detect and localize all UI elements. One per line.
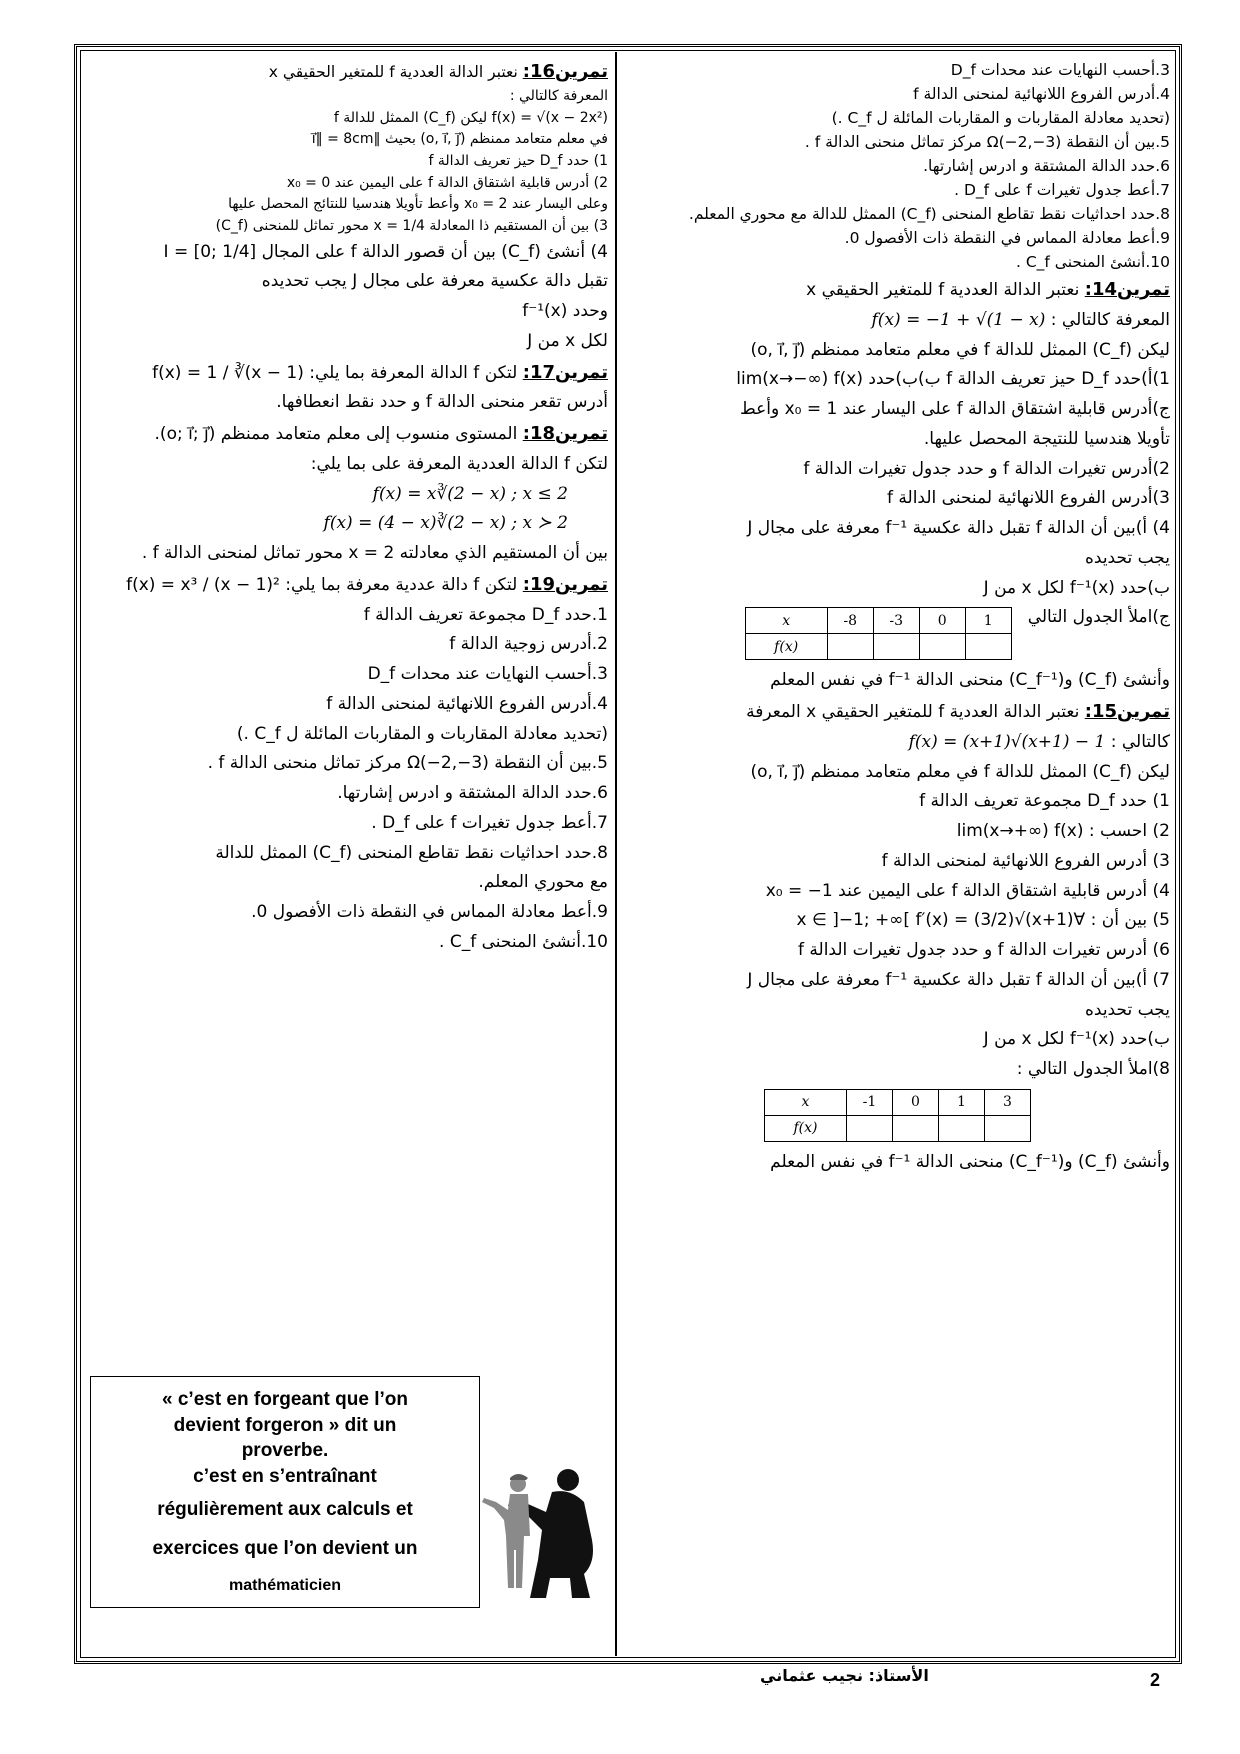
ex16-q4c: وحدد f⁻¹(x) [522,301,608,322]
ex14-q1c: ج)أدرس قابلية اشتقاق الدالة f على اليسار عند x₀ = 1 وأعط [739,399,1170,420]
ex16-q4: 4) أنشئ (C_f) بين أن قصور الدالة f على المجال I = [0; 1/4] [163,241,608,262]
ex14-def-line [625,306,1170,336]
ex19-q8b: مع محوري المعلم. [478,872,608,893]
table-cell [827,634,873,660]
ex14-q4: 4) أ)بين أن الدالة f تقبل دالة عكسية f⁻¹ معرفة على مجال J [747,518,1170,539]
quote-line: devient forgeron » dit un [173,1414,397,1436]
ex18-header [88,418,608,450]
ex16-def-label: المعرفة كالتالي : [509,87,608,104]
cont-q4: 4.أدرس الفروع اللانهائية لمنحنى الدالة f [913,85,1170,104]
quote-line: proverbe. [241,1440,329,1462]
ex19-q5: 5.بين أن النقطة Ω(−2,−3) مركز تماثل منحنى الدالة f . [207,753,608,774]
ex14-q1: 1)أ)حدد D_f حيز تعريف الدالة f ب)ب)حدد lim(x→−∞) f(x) [736,369,1170,390]
cont-q3: 3.أحسب النهايات عند محدات D_f [950,61,1170,79]
ex19-title: تمرين19: [522,573,608,595]
ex14-def-label: المعرفة كالتالي : [1050,309,1170,330]
cont-q10: 10.أنشئ المنحنى C_f . [1015,253,1170,272]
ex18-title: تمرين18: [522,423,608,445]
cont-q4b: (تحديد معادلة المقاربات و المقاربات المائلة ل C_f .) [831,109,1170,128]
table-cell: f(x) [765,1115,847,1141]
teacher-child-illustration [480,1450,610,1600]
table-cell [893,1115,939,1141]
table-cell: 1 [939,1089,985,1115]
ex14-values-table [745,607,1012,660]
ex16-q2: 2) أدرس قابلية اشتقاق الدالة f على اليمين عند x₀ = 0 [286,174,608,191]
ex19-q2: 2.أدرس زوجية الدالة f [449,634,608,655]
table-cell: -3 [873,608,919,634]
table-cell: f(x) [745,634,827,660]
ex19-header [88,569,608,601]
ex15-title: تمرين15: [1084,701,1170,723]
table-cell [919,634,965,660]
quote-line: c’est en s’entraînant [193,1465,377,1487]
ex17-header [88,357,608,389]
ex15-q6: 6) أدرس تغيرات الدالة f و حدد جدول تغيرات الدالة f [798,940,1170,961]
table-cell: 1 [965,608,1011,634]
quote-line: mathématicien [228,1577,342,1595]
ex14-intro: نعتبر الدالة العددية f للمتغير الحقيقي x [806,280,1080,301]
ex15-def-line [625,728,1170,758]
ex15-q8: 8)املأ الجدول التالي : [1016,1059,1170,1080]
table-cell: x [765,1089,847,1115]
ex18-def: لتكن f الدالة العددية المعرفة على بما يلي: [310,453,608,474]
ex16-q3: 3) بين أن المستقيم ذا المعادلة x = 1/4 محور تماثل للمنحنى (C_f) [215,218,608,235]
ex15-frame: ليكن (C_f) الممثل للدالة f في معلم متعامد ممنظم (o, i⃗, j⃗) [750,761,1170,782]
ex14-formula: f(x) = −1 + √(1 − x) [871,309,1046,330]
ex15-table-row [765,1115,1031,1141]
ex14-q2: 2)أدرس تغيرات الدالة f و حدد جدول تغيرات الدالة f [803,458,1170,479]
ex15-table-wrap [625,1085,1170,1148]
ex19-q4: 4.أدرس الفروع اللانهائية لمنحنى الدالة f [326,693,608,714]
cont-q6: 6.حدد الدالة المشتقة و ادرس إشارتها. [923,157,1170,176]
ex19-q8: 8.حدد احداثيات نقط تقاطع المنحنى (C_f) الممثل للدالة [215,842,608,863]
page-number: 2 [1150,1670,1161,1690]
column-divider [615,52,617,1656]
table-cell: 0 [919,608,965,634]
ex16-formula-line: f(x) = √(x − 2x²) ليكن (C_f) الممثل للدالة f [333,109,608,126]
ex17-q: أدرس تقعر منحنى الدالة f و حدد نقط انعطافها. [276,392,608,413]
ex15-final: وأنشئ (C_f) و(C_f⁻¹) منحنى الدالة f⁻¹ في نفس المعلم [770,1151,1170,1172]
ex18-case1 [88,480,608,510]
ex19-q1: 1.حدد D_f مجموعة تعريف الدالة f [363,604,608,625]
table-cell: -1 [847,1089,893,1115]
table-cell: 3 [985,1089,1031,1115]
table-cell [985,1115,1031,1141]
ex16-q4d: لكل x من J [527,330,608,351]
ex14-table-wrap [625,603,1170,666]
ex16-q2b: وعلى اليسار عند x₀ = 2 وأعط تأويلا هندسيا للنتائج المحصل عليها [228,196,608,213]
ex14-q4c: ب)حدد f⁻¹(x) لكل x من J [983,577,1170,598]
cont-q9: 9.أعط معادلة المماس في النقطة ذات الأفصول 0. [844,229,1170,248]
table-cell: -8 [827,608,873,634]
ex17-title: تمرين17: [522,361,608,383]
ex18-text: المستوى منسوب إلى معلم متعامد ممنظم (o; i⃗; j⃗). [154,424,518,445]
ex18-case2-math: f(x) = (4 − x)∛(2 − x) ; x ≻ 2 [323,513,568,534]
child-silhouette [482,1474,530,1588]
ex19-q6: 6.حدد الدالة المشتقة و ادرس إشارتها. [337,783,608,804]
quote-line: exercices que l’on devient un [152,1538,418,1560]
table-cell: 0 [893,1089,939,1115]
table-cell [873,634,919,660]
ex16-title: تمرين16: [522,61,608,82]
ex15-q7b: يجب تحديده [1085,999,1170,1020]
ex19-q10: 10.أنشئ المنحنى C_f . [439,931,608,952]
quote-box [90,1376,480,1608]
ex15-header [625,696,1170,728]
ex18-q: بين أن المستقيم الذي معادلته x = 2 محور تماثل لمنحنى الدالة f . [141,543,608,564]
ex19-q3: 3.أحسب النهايات عند محدات D_f [367,664,608,685]
cont-q8: 8.حدد احداثيات نقط تقاطع المنحنى (C_f) الممثل للدالة مع محوري المعلم. [688,205,1170,224]
ex14-q4b: يجب تحديده [1085,547,1170,568]
ex18-case1-math: f(x) = x∛(2 − x) ; x ≤ 2 [372,483,568,504]
ex19-text: لتكن f دالة عددية معرفة بما يلي: f(x) = x³ / (x − 1)² [126,574,518,595]
ex15-intro: نعتبر الدالة العددية f للمتغير الحقيقي x المعرفة [746,702,1080,723]
ex15-q5: 5) بين أن : ∀x ∈ ]−1; +∞[ f′(x) = (3/2)√(x+1) [796,910,1170,931]
table-cell [965,634,1011,660]
ex14-q1c2: تأويلا هندسيا للنتيجة المحصل عليها. [923,428,1170,449]
ex19-q4b: (تحديد معادلة المقاربات و المقاربات المائلة ل C_f .) [236,723,608,744]
table-cell: x [745,608,827,634]
ex14-final: وأنشئ (C_f) و(C_f⁻¹) منحنى الدالة f⁻¹ في نفس المعلم [770,670,1170,691]
ex15-q7: 7) أ)بين أن الدالة f تقبل دالة عكسية f⁻¹ معرفة على مجال J [747,969,1170,990]
ex14-q4d: ج)املأ الجدول التالي [1027,607,1170,628]
cont-q7: 7.أعط جدول تغيرات f على D_f . [954,181,1170,200]
ex15-q4: 4) أدرس قابلية اشتقاق الدالة f على اليمين عند x₀ = −1 [765,880,1170,901]
ex15-q2: 2) احسب : lim(x→+∞) f(x) [956,821,1170,842]
ex17-text: لتكن f الدالة المعرفة بما يلي: f(x) = 1 / ∛(x − 1) [152,362,518,383]
ex18-case2 [88,509,608,539]
right-column [625,58,1170,1178]
ex19-q7: 7.أعط جدول تغيرات f على D_f . [371,812,608,833]
ex15-def-label: كالتالي : [1110,731,1170,752]
ex16-intro: نعتبر الدالة العددية f للمتغير الحقيقي x [268,63,518,81]
table-cell [939,1115,985,1141]
ex15-q7c: ب)حدد f⁻¹(x) لكل x من J [983,1029,1170,1050]
ex16-frame-line: في معلم متعامد ممنظم (o, i⃗, j⃗) بحيث ‖i⃗‖ = 8cm [311,131,608,148]
ex15-q3: 3) أدرس الفروع اللانهائية لمنحنى الدالة f [881,850,1170,871]
ex14-q3: 3)أدرس الفروع اللانهائية لمنحنى الدالة f [887,488,1170,509]
ex15-q1: 1) حدد D_f مجموعة تعريف الدالة f [919,791,1170,812]
ex16-header [88,58,608,86]
ex14-frame: ليكن (C_f) الممثل للدالة f في معلم متعامد ممنظم (o, i⃗, j⃗) [750,339,1170,360]
table-cell [847,1115,893,1141]
ex15-formula: f(x) = (x+1)√(x+1) − 1 [908,731,1106,752]
cont-q5: 5.بين أن النقطة Ω(−2,−3) مركز تماثل منحنى الدالة f . [804,133,1170,152]
quote-line: régulièrement aux calculs et [157,1498,413,1520]
ex14-title: تمرين14: [1084,279,1170,301]
ex16-q1: 1) حدد D_f حيز تعريف الدالة f [428,152,608,169]
ex19-q9: 9.أعط معادلة المماس في النقطة ذات الأفصول 0. [251,902,608,923]
ex14-header [625,274,1170,306]
quote-line: « c’est en forgeant que l’on [162,1389,408,1410]
ex15-table-head [765,1089,1031,1115]
author-name: الأستاذ: نجيب عثماني [760,1666,929,1685]
ex16-q4b: تقبل دالة عكسية معرفة على مجال J يجب تحديده [261,271,608,292]
left-column [88,58,608,958]
ex14-table-head [745,608,1011,634]
ex14-table-row [745,634,1011,660]
ex15-values-table [764,1089,1031,1142]
